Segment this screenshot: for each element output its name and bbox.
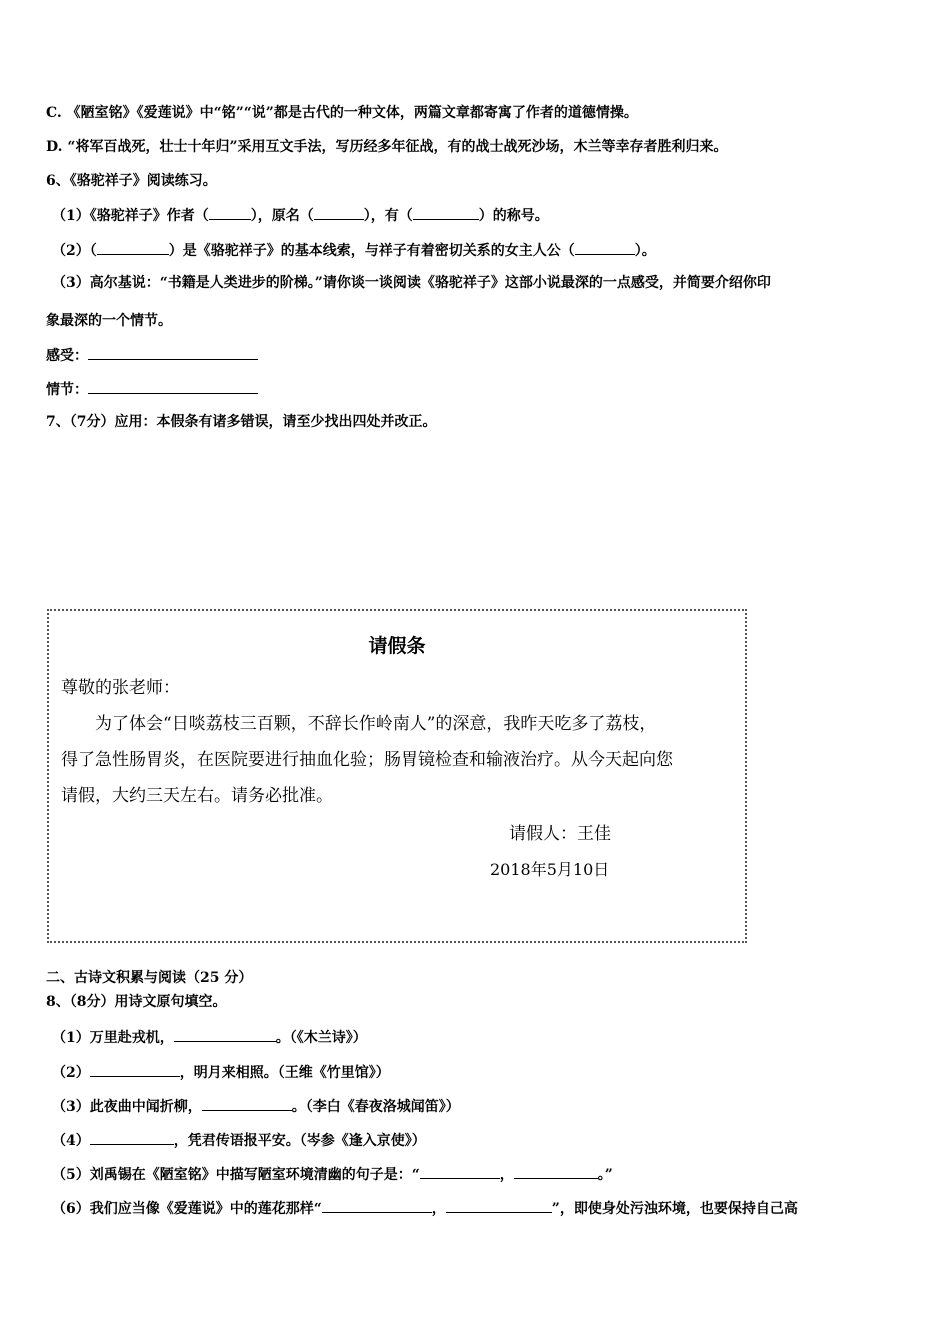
leave-note-box	[47, 609, 747, 943]
answer-blank[interactable]	[209, 205, 251, 220]
answer-blank[interactable]	[90, 1062, 180, 1077]
answer-blank[interactable]	[413, 205, 479, 220]
note-body-1: 为了体会“日啖荔枝三百颗，不辞长作岭南人”的深意，我昨天吃多了荔枝，	[95, 714, 657, 734]
q8-p1: （1）万里赴戎机， 。（《木兰诗》）	[52, 1027, 367, 1047]
q8-p3: （3）此夜曲中闻折柳， 。（李白《春夜洛城闻笛》）	[52, 1096, 460, 1116]
q6-p3-cont: 象最深的一个情节。	[46, 313, 172, 329]
q8-p4: （4） ，凭君传语报平安。（岑参《逢入京使》）	[52, 1130, 426, 1150]
answer-blank[interactable]	[322, 1198, 432, 1213]
q6-p1: （1）《骆驼祥子》作者（ ），原名（ ），有（ ）的称号。	[52, 205, 549, 225]
note-title: 请假条	[368, 635, 426, 657]
plot-line: 情节：	[46, 379, 258, 399]
note-signer: 请假人：王佳	[509, 824, 611, 844]
q7-title: 7、（7分）应用：本假条有诸多错误，请至少找出四处并改正。	[46, 414, 437, 430]
q6-title: 6、《骆驼祥子》阅读练习。	[46, 173, 217, 189]
option-c: C. 《陋室铭》《爱莲说》中“铭”“说”都是古代的一种文体，两篇文章都寄寓了作者的道德情操。	[46, 105, 638, 121]
answer-blank[interactable]	[202, 1096, 292, 1111]
q6-p3: （3）高尔基说：“书籍是人类进步的阶梯。”请你谈一谈阅读《骆驼祥子》这部小说最深的一点感受，并简要介绍你印	[52, 275, 771, 291]
q6-p2: （2）（ ）是《骆驼祥子》的基本线索，与祥子有着密切关系的女主人公（ ）。	[52, 240, 656, 260]
q8-p5: （5）刘禹锡在《陋室铭》中描写陋室环境清幽的句子是：“ ， 。”	[52, 1164, 613, 1184]
answer-blank[interactable]	[90, 1130, 174, 1145]
answer-blank[interactable]	[314, 205, 364, 220]
q8-p2: （2） ，明月来相照。（王维《竹里馆》）	[52, 1062, 390, 1082]
answer-blank[interactable]	[420, 1164, 500, 1179]
answer-blank[interactable]	[88, 345, 258, 360]
section-2-title: 二、古诗文积累与阅读（25 分）	[46, 970, 253, 986]
answer-blank[interactable]	[97, 240, 169, 255]
note-body-3: 请假，大约三天左右。请务必批准。	[61, 786, 333, 806]
answer-blank[interactable]	[575, 240, 635, 255]
answer-blank[interactable]	[514, 1164, 598, 1179]
note-greeting: 尊敬的张老师：	[61, 678, 180, 698]
answer-blank[interactable]	[446, 1198, 552, 1213]
q8-title: 8、（8分）用诗文原句填空。	[46, 994, 227, 1010]
answer-blank[interactable]	[88, 379, 258, 394]
note-body-2: 得了急性肠胃炎，在医院要进行抽血化验；肠胃镜检查和输液治疗。从今天起向您	[61, 750, 673, 770]
q8-p6: （6）我们应当像《爱莲说》中的莲花那样“ ， ”，即使身处污浊环境，也要保持自己高	[52, 1198, 798, 1218]
option-d: D. “将军百战死，壮士十年归”采用互文手法，写历经多年征战，有的战士战死沙场，木兰等幸存者胜利归来。	[46, 139, 728, 155]
feeling-line: 感受：	[46, 345, 258, 365]
note-date: 2018年5月10日	[490, 860, 610, 879]
answer-blank[interactable]	[174, 1027, 276, 1042]
